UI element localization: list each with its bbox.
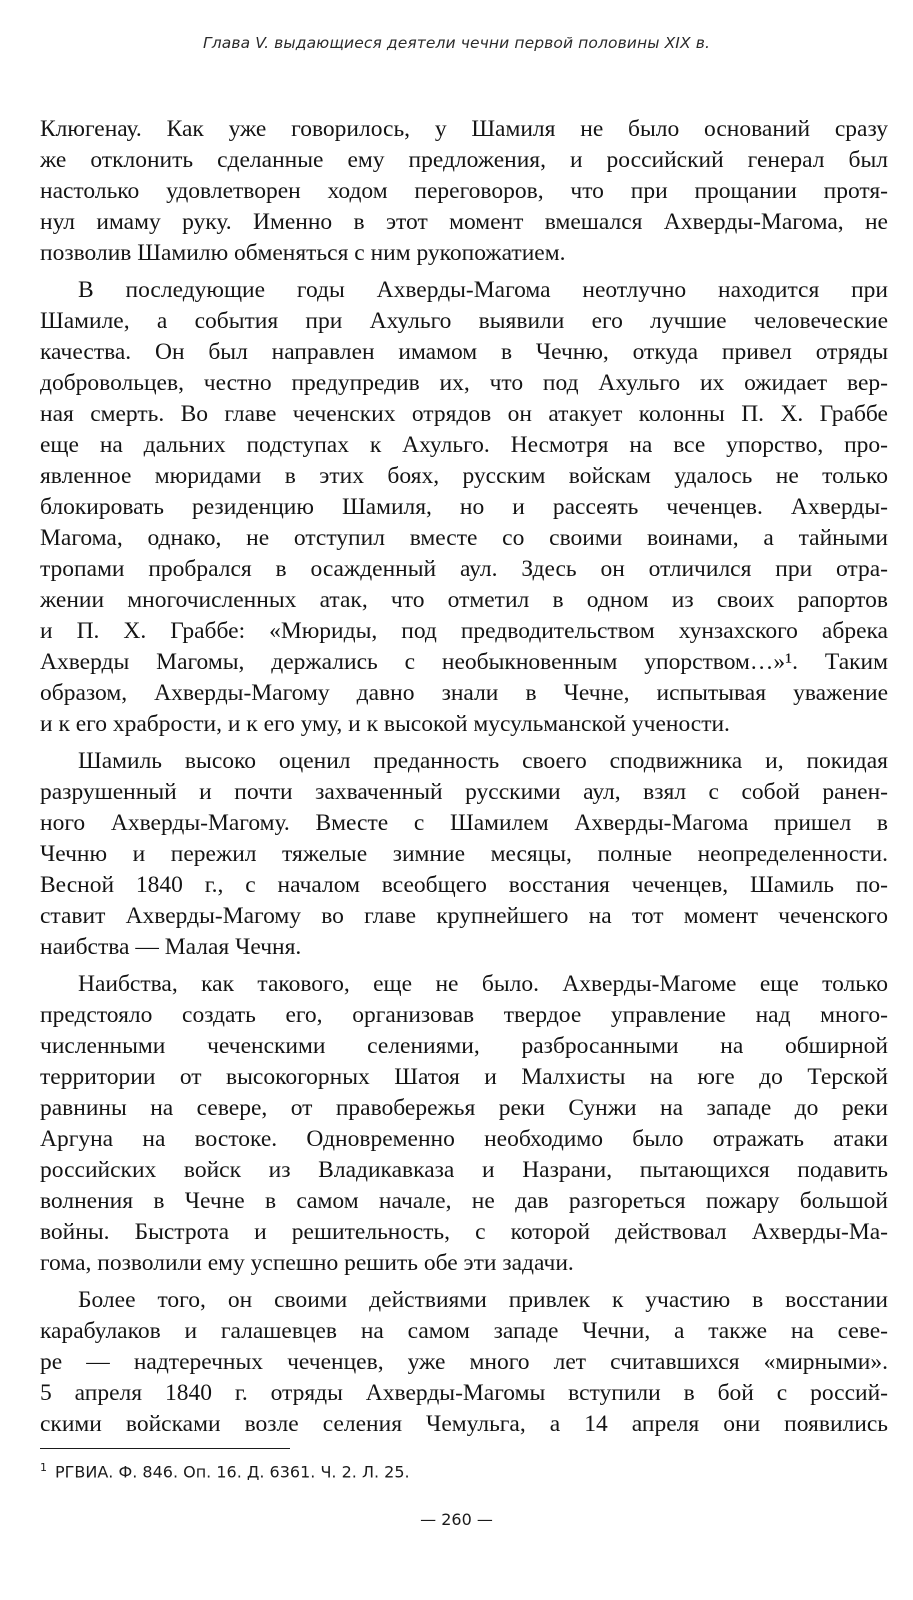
paragraph-5 bbox=[40, 1285, 888, 1440]
paragraph-4 bbox=[40, 969, 888, 1279]
text-line: образом, Ахверды-Магому давно знали в Чечне, испытывая уважение bbox=[40, 680, 888, 706]
text-line: разрушенный и почти захваченный русскими аул, взял с собой ранен- bbox=[40, 779, 888, 805]
page-number: — 260 — bbox=[420, 1510, 493, 1529]
text-line: Наибства, как такового, еще не было. Ахверды-Магоме еще только bbox=[78, 971, 888, 997]
text-line: жении многочисленных атак, что отметил в одном из своих рапортов bbox=[40, 587, 888, 613]
paragraph-1 bbox=[40, 114, 888, 269]
text-line: российских войск из Владикавказа и Назрани, пытающихся подавить bbox=[40, 1157, 888, 1183]
text-line: Чечню и пережил тяжелые зимние месяцы, полные неопределенности. bbox=[40, 841, 888, 867]
text-line: настолько удовлетворен ходом переговоров, что при прощании протя- bbox=[40, 178, 888, 204]
text-line: добровольцев, честно предупредив их, что под Ахульго их ожидает вер- bbox=[40, 370, 888, 396]
text-line: ная смерть. Во главе чеченских отрядов он атакует колонны П. Х. Граббе bbox=[40, 401, 888, 427]
paragraph-3 bbox=[40, 746, 888, 963]
text-line: и к его храбрости, и к его уму, и к высокой мусульманской учености. bbox=[40, 711, 730, 737]
text-line: же отклонить сделанные ему предложения, и российский генерал был bbox=[40, 147, 888, 173]
text-line: тропами пробрался в осажденный аул. Здесь он отличился при отра- bbox=[40, 556, 888, 582]
text-line: ного Ахверды-Магому. Вместе с Шамилем Ахверды-Магома пришел в bbox=[40, 810, 888, 836]
text-line: войны. Быстрота и решительность, с которой действовал Ахверды-Ма- bbox=[40, 1219, 888, 1245]
text-line: Весной 1840 г., с началом всеобщего восстания чеченцев, Шамиль по- bbox=[40, 872, 888, 898]
text-line: Ахверды Магомы, держались с необыкновенным упорством…»¹. Таким bbox=[40, 649, 888, 675]
text-line: волнения в Чечне в самом начале, не дав разгореться пожару большой bbox=[40, 1188, 888, 1214]
footnote-divider bbox=[40, 1448, 290, 1449]
text-line: карабулаков и галашевцев на самом западе Чечни, а также на севе- bbox=[40, 1318, 888, 1344]
text-line: предстояло создать его, организовав твердое управление над много- bbox=[40, 1002, 888, 1028]
text-line: и П. Х. Граббе: «Мюриды, под предводительством хунзахского абрека bbox=[40, 618, 888, 644]
text-line: В последующие годы Ахверды-Магома неотлучно находится при bbox=[78, 277, 888, 303]
text-line: явленное мюридами в этих боях, русским войскам удалось не только bbox=[40, 463, 888, 489]
footnote bbox=[40, 1456, 880, 1484]
text-line: равнины на севере, от правобережья реки Сунжи на западе до реки bbox=[40, 1095, 888, 1121]
footnote-mark: 1 bbox=[40, 1461, 47, 1474]
text-line: территории от высокогорных Шатоя и Малхисты на юге до Терской bbox=[40, 1064, 888, 1090]
text-line: Более того, он своими действиями привлек к участию в восстании bbox=[78, 1287, 888, 1313]
main-text bbox=[40, 114, 888, 1440]
text-line: 5 апреля 1840 г. отряды Ахверды-Магомы вступили в бой с россий- bbox=[40, 1380, 888, 1406]
running-head: Глава V. выдающиеся деятели чечни первой половины XIX в. bbox=[203, 34, 710, 52]
text-line: Шамиле, а события при Ахульго выявили его лучшие человеческие bbox=[40, 308, 888, 334]
footnote-text: РГВИА. Ф. 846. Оп. 16. Д. 6361. Ч. 2. Л. 25. bbox=[55, 1462, 410, 1482]
text-line: наибства — Малая Чечня. bbox=[40, 934, 302, 960]
text-line: скими войсками возле селения Чемульга, а 14 апреля они появились bbox=[40, 1411, 888, 1437]
text-line: Клюгенау. Как уже говорилось, у Шамиля не было оснований сразу bbox=[40, 116, 888, 142]
text-line: блокировать резиденцию Шамиля, но и рассеять чеченцев. Ахверды- bbox=[40, 494, 888, 520]
text-line: еще на дальних подступах к Ахульго. Несмотря на все упорство, про- bbox=[40, 432, 888, 458]
text-line: Магома, однако, не отступил вместе со своими воинами, а тайными bbox=[40, 525, 888, 551]
text-line: Аргуна на востоке. Одновременно необходимо было отражать атаки bbox=[40, 1126, 888, 1152]
paragraph-2 bbox=[40, 275, 888, 740]
text-line: ставит Ахверды-Магому во главе крупнейшего на тот момент чеченского bbox=[40, 903, 888, 929]
text-line: гома, позволили ему успешно решить обе эти задачи. bbox=[40, 1250, 574, 1276]
text-line: ре — надтеречных чеченцев, уже много лет считавшихся «мирными». bbox=[40, 1349, 888, 1375]
text-line: численными чеченскими селениями, разбросанными на обширной bbox=[40, 1033, 888, 1059]
text-line: качества. Он был направлен имамом в Чечню, откуда привел отряды bbox=[40, 339, 888, 365]
text-line: Шамиль высоко оценил преданность своего сподвижника и, покидая bbox=[78, 748, 888, 774]
text-line: нул имаму руку. Именно в этот момент вмешался Ахверды-Магома, не bbox=[40, 209, 888, 235]
text-line: позволив Шамилю обменяться с ним рукопожатием. bbox=[40, 240, 566, 266]
